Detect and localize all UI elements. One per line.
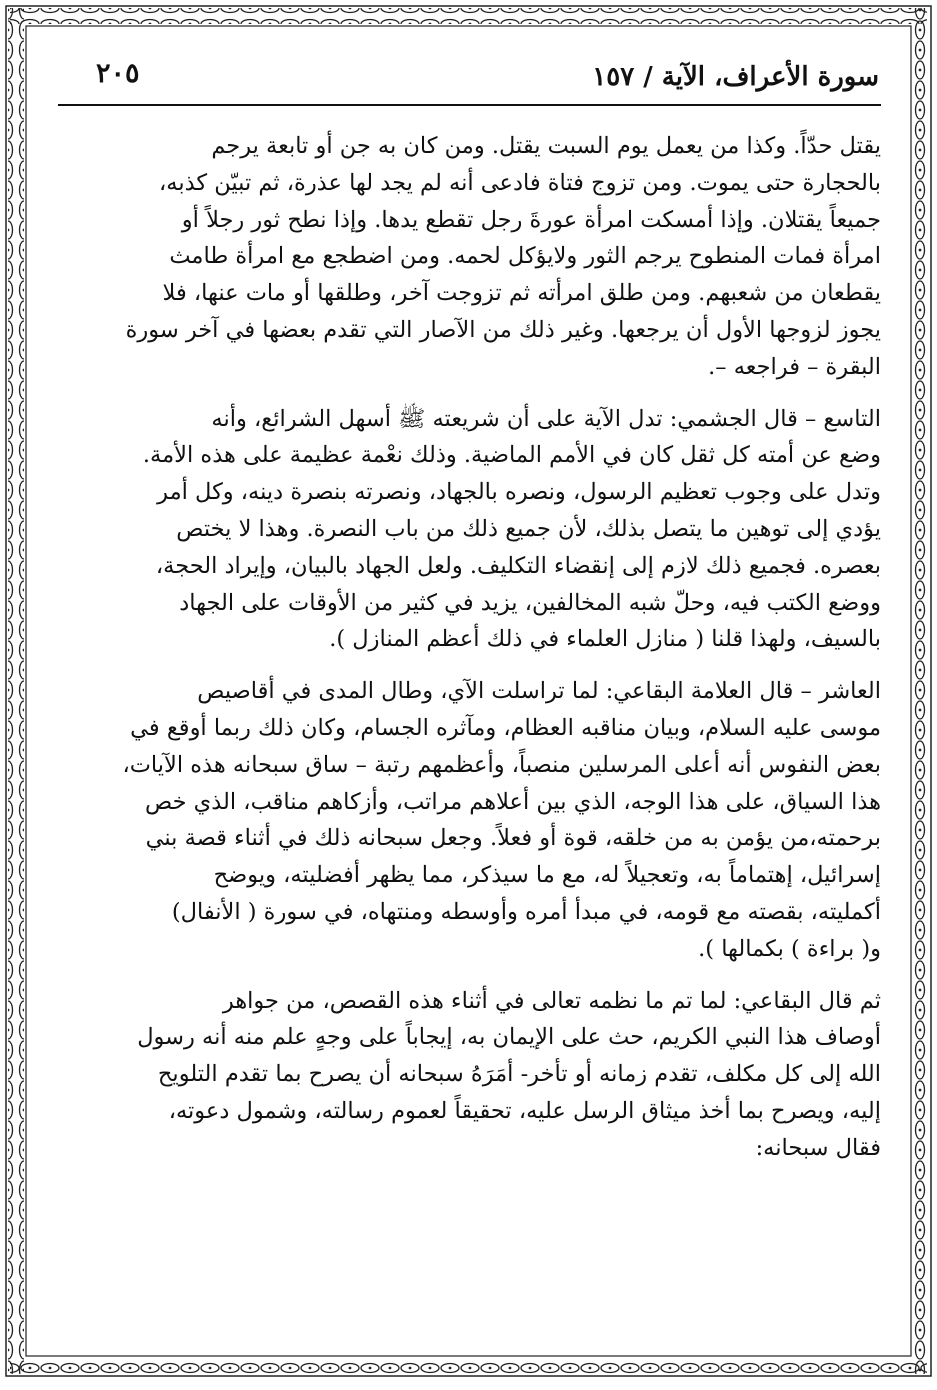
paragraph: ثم قال البقاعي: لما تم ما نظمه تعالى في أثناء هذه القصص، من جواهر أوصاف هذا النبي الكريم، حث على الإيمان به، إيجاباً على وجهٍ علم منه أنه رسول الله إلى كل مكلف، تقدم زمانه أو تأخر- أمَرَهُ سبحانه أن يصرح بما تقدم التلويح إليه، ويصرح بما أخذ ميثاق الرسل عليه، تحقيقاً لعموم رسالته، وشمول دعوته، فقال سبحانه: (137, 987, 881, 1161)
running-title: سورة الأعراف، الآية / ١٥٧ (592, 62, 879, 92)
paragraph: العاشر – قال العلامة البقاعي: لما تراسلت الآي، وطال المدى في أقاصيص موسى عليه السلام، وبيان مناقبه العظام، ومآثره الجسام، وكان ذلك ربما أوقع في بعض النفوس أنه أعلى المرسلين منصباً، وأعظمهم رتبة – ساق سبحانه هذه الآيات، هذا السياق، على هذا الوجه، الذي بين أعلاهم مراتب، وأزكاهم مناقب، الذي خص برحمته،من يؤمن به من خلقه، قوة أو فعلاً. وجعل سبحانه ذلك في أثناء قصة بني إسرائيل، إهتماماً به، وتعجيلاً له، مع ما سيذكر، مما يظهر أفضليته، ويوضح أكمليته، بقصته مع قومه، في مبدأ أمره وأوسطه ومنتهاه، في سورة ( الأنفال) و( براءة ) بكمالها ). (122, 678, 881, 962)
page-body (58, 128, 881, 1167)
book-page (58, 48, 881, 1328)
page-header (58, 48, 881, 106)
paragraph: التاسع – قال الجشمي: تدل الآية على أن شريعته ﷺ أسهل الشرائع، وأنه وضع عن أمته كل ثقل كان في الأمم الماضية. وذلك نعْمة عظيمة على هذه الأمة. وتدل على وجوب تعظيم الرسول، ونصره بالجهاد، ونصرته بنصرة دينه، وكل أمر يؤدي إلى توهين ما يتصل بذلك، لأن جميع ذلك من باب النصرة. وهذا لا يختص بعصره. فجميع ذلك لازم إلى إنقضاء التكليف. ولعل الجهاد بالبيان، وإيراد الحجة، ووضع الكتب فيه، وحلّ شبه المخالفين، يزيد في كثير من الأوقات على الجهاد بالسيف، ولهذا قلنا ( منازل العلماء في ذلك أعظم المنازل ). (142, 405, 881, 653)
page-number: ٢٠٥ (96, 58, 140, 89)
paragraph: يقتل حدّاً. وكذا من يعمل يوم السبت يقتل. ومن كان به جن أو تابعة يرجم بالحجارة حتى يموت. ومن تزوج فتاة فادعى أنه لم يجد لها عذرة، ثم تبيّن كذبه، جميعاً يقتلان. وإذا أمسكت امرأة عورةَ رجل تقطع يدها. وإذا نطح ثور رجلاً أو امرأة فمات المنطوح يرجم الثور ولايؤكل لحمه. ومن اضطجع مع امرأة طامث يقطعان من شعبهم. ومن طلق امرأته ثم تزوجت آخر، وطلقها أو مات عنها، فلا يجوز لزوجها الأول أن يرجعها. وغير ذلك من الآصار التي تقدم بعضها في آخر سورة البقرة – فراجعه –. (125, 133, 881, 380)
